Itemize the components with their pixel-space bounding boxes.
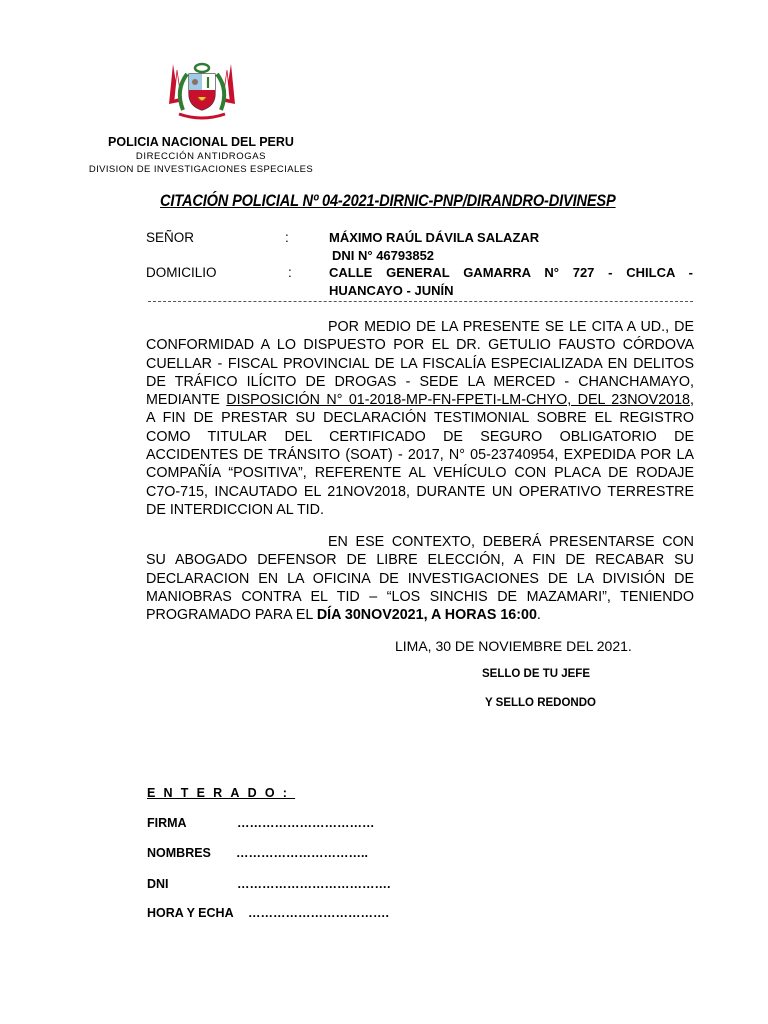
separator-line xyxy=(148,301,693,302)
place-date: LIMA, 30 DE NOVIEMBRE DEL 2021. xyxy=(395,638,632,654)
recipient-dni: DNI N° 46793852 xyxy=(332,248,435,263)
nombres-label: NOMBRES xyxy=(147,846,211,860)
stamp-line-1: SELLO DE TU JEFE xyxy=(482,668,590,680)
institution-name: POLICIA NACIONAL DEL PERU xyxy=(108,135,294,149)
enterado-heading: ENTERADO: xyxy=(147,786,296,800)
nombres-field: ………………………….. xyxy=(236,846,368,860)
hora-label: HORA Y ECHA xyxy=(147,906,234,920)
senor-colon: : xyxy=(285,230,289,245)
paragraph-2 xyxy=(146,533,694,624)
domicilio-label: DOMICILIO xyxy=(146,265,217,280)
stamp-line-2: Y SELLO REDONDO xyxy=(485,697,596,709)
address-line-1: CALLE GENERAL GAMARRA N° 727 - CHILCA - xyxy=(329,265,693,280)
dni-label: DNI xyxy=(147,877,169,891)
firma-field: …………………………… xyxy=(237,816,375,830)
appointment-date: DÍA 30NOV2021, A HORAS 16:00 xyxy=(316,607,537,624)
division-name: DIVISION DE INVESTIGACIONES ESPECIALES xyxy=(88,164,314,175)
recipient-name: MÁXIMO RAÚL DÁVILA SALAZAR xyxy=(329,230,540,245)
paragraph-1-text-start: POR MEDIO DE LA PRESENTE SE LE CITA A UD., DE CONFORMIDAD A LO DISPUESTO POR EL DR. GETULIO FAUSTO CÓRDOVA CUELLAR - FISCAL PROVINCIAL DE LA FISCALÍA ESPECIALIZADA EN DELITOS DE TRÁFICO ILÍCITO DE DROGAS - SEDE LA MERCED - CHANCHAMAYO, MEDIANTE xyxy=(146,319,694,409)
dni-field: ………………………………. xyxy=(237,877,391,891)
paragraph-1 xyxy=(146,318,694,519)
peru-coat-of-arms-icon xyxy=(165,60,239,124)
disposition-reference: DISPOSICIÓN N° 01-2018-MP-FN-FPETI-LM-CHYO, DEL 23NOV2018 xyxy=(226,392,690,409)
direction-name: DIRECCIÓN ANTIDROGAS xyxy=(135,151,267,162)
senor-label: SEÑOR xyxy=(146,230,195,245)
address-line-2: HUANCAYO - JUNÍN xyxy=(329,283,454,298)
paragraph-2-text-start: EN ESE CONTEXTO, DEBERÁ PRESENTARSE CON SU ABOGADO DEFENSOR DE LIBRE ELECCIÓN, A FIN DE RECABAR SU DECLARACION EN LA OFICINA DE INVESTIGACIONES DE LA DIVISIÓN DE MANIOBRAS CONTRA EL TID – “LOS SINCHIS DE MAZAMARI”, TENIENDO PROGRAMADO PARA EL xyxy=(146,534,694,624)
firma-label: FIRMA xyxy=(147,816,187,830)
document-title: CITACIÓN POLICIAL Nº 04-2021-DIRNIC-PNP/DIRANDRO-DIVINESP xyxy=(160,191,616,210)
paragraph-1-text-end: , A FIN DE PRESTAR SU DECLARACIÓN TESTIMONIAL SOBRE EL REGISTRO COMO TITULAR DEL CERTIFICADO DE SEGURO OBLIGATORIO DE ACCIDENTES DE TRÁNSITO (SOAT) - 2017, N° 05-23740954, EXPEDIDA POR LA COMPAÑÍA “POSITIVA”, REFERENTE AL VEHÍCULO CON PLACA DE RODAJE C7O-715, INCAUTADO EL 21NOV2018, DURANTE UN OPERATIVO TERRESTRE DE INTERDICCION AL TID. xyxy=(146,392,694,518)
paragraph-2-text-end: . xyxy=(536,607,541,624)
domicilio-colon: : xyxy=(288,265,292,280)
hora-field: ……………………………. xyxy=(248,906,389,920)
